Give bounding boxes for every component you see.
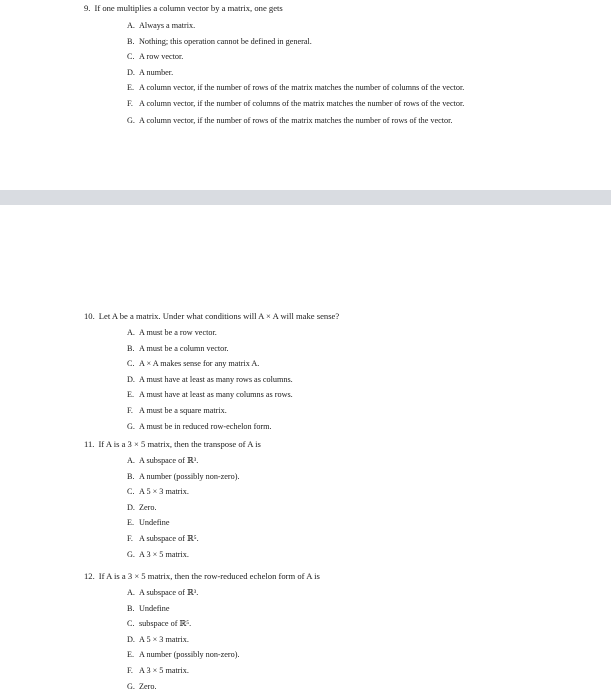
option-d[interactable] xyxy=(127,634,240,645)
option-b[interactable] xyxy=(127,603,240,614)
option-letter: A. xyxy=(127,328,135,337)
option-text: A must be a column vector. xyxy=(139,343,229,353)
option-text: subspace of ℝ⁵. xyxy=(139,619,192,629)
option-e[interactable] xyxy=(127,82,539,94)
option-text: A subspace of ℝ⁵. xyxy=(139,533,199,543)
option-letter: G. xyxy=(127,421,135,431)
option-c[interactable] xyxy=(127,51,539,62)
option-text: A number (possibly non-zero). xyxy=(139,650,240,660)
option-b[interactable] xyxy=(127,471,240,482)
option-text: A 5 × 3 matrix. xyxy=(139,634,189,644)
option-letter: D. xyxy=(127,374,135,384)
option-text: A row vector. xyxy=(139,52,184,62)
option-letter: F. xyxy=(127,405,133,415)
option-d[interactable] xyxy=(127,502,240,513)
option-a[interactable] xyxy=(127,455,240,466)
option-text: A must be a row vector. xyxy=(139,328,217,337)
option-g[interactable] xyxy=(127,115,539,126)
option-b[interactable] xyxy=(127,36,539,47)
option-f[interactable] xyxy=(127,98,539,110)
option-g[interactable] xyxy=(127,681,240,692)
option-list xyxy=(127,20,539,130)
question-text: If A is a 3 × 5 matrix, then the row-reduced echelon form of A is xyxy=(98,571,320,581)
option-e[interactable] xyxy=(127,649,240,660)
question-stem xyxy=(84,311,339,321)
question-text: Let A be a matrix. Under what conditions will A × A will make sense? xyxy=(98,311,340,321)
option-text: Always a matrix. xyxy=(139,21,196,30)
page-bottom xyxy=(0,205,611,700)
option-text: A number. xyxy=(139,67,174,77)
option-c[interactable] xyxy=(127,486,240,497)
option-c[interactable] xyxy=(127,618,240,629)
option-letter: E. xyxy=(127,650,135,660)
option-text: Undefine xyxy=(139,603,170,613)
option-letter: C. xyxy=(127,487,135,497)
option-d[interactable] xyxy=(127,67,539,78)
option-letter: B. xyxy=(127,36,135,46)
option-letter: B. xyxy=(127,343,135,353)
option-text: A must have at least as many columns as rows. xyxy=(139,390,293,400)
option-letter: D. xyxy=(127,634,135,644)
option-letter: C. xyxy=(127,52,135,62)
option-letter: C. xyxy=(127,359,135,369)
option-e[interactable] xyxy=(127,517,240,528)
question-stem xyxy=(84,571,320,581)
option-text: A must be in reduced row-echelon form. xyxy=(139,421,272,431)
option-a[interactable] xyxy=(127,587,240,598)
option-letter: A. xyxy=(127,21,135,30)
option-text: A must have at least as many rows as columns. xyxy=(139,374,293,384)
question-text: If one multiplies a column vector by a matrix, one gets xyxy=(94,3,283,13)
option-text: A number (possibly non-zero). xyxy=(139,471,240,481)
option-list xyxy=(127,455,240,564)
option-letter: E. xyxy=(127,390,135,400)
option-text: A column vector, if the number of rows of the matrix matches the number of columns of the vector. xyxy=(139,83,465,93)
question-text: If A is a 3 × 5 matrix, then the transpose of A is xyxy=(98,439,261,449)
option-text: A column vector, if the number of columns of the matrix matches the number of rows of the vector. xyxy=(139,99,465,109)
option-letter: G. xyxy=(127,681,135,691)
option-letter: E. xyxy=(127,518,135,528)
option-list xyxy=(127,327,293,436)
option-text: A must be a square matrix. xyxy=(139,405,227,415)
option-letter: G. xyxy=(127,115,135,125)
option-text: A 3 × 5 matrix. xyxy=(139,549,189,559)
question-number: 10. xyxy=(84,311,95,321)
question-number: 11. xyxy=(84,439,95,449)
option-b[interactable] xyxy=(127,343,293,354)
option-d[interactable] xyxy=(127,374,293,385)
page-divider xyxy=(0,190,611,205)
option-letter: D. xyxy=(127,67,135,77)
option-text: A column vector, if the number of rows of the matrix matches the number of rows of the vector. xyxy=(139,115,453,125)
option-letter: C. xyxy=(127,619,135,629)
option-text: A subspace of ℝ³. xyxy=(139,456,199,465)
option-text: A × A makes sense for any matrix A. xyxy=(139,359,260,369)
option-text: Undefine xyxy=(139,518,170,528)
option-text: Zero. xyxy=(139,681,157,691)
option-text: Nothing; this operation cannot be defined in general. xyxy=(139,36,312,46)
option-f[interactable] xyxy=(127,533,240,544)
option-text: Zero. xyxy=(139,502,157,512)
option-f[interactable] xyxy=(127,405,293,416)
question-stem xyxy=(84,439,261,449)
option-text: A subspace of ℝ³. xyxy=(139,588,199,597)
option-letter: D. xyxy=(127,502,135,512)
question-number: 12. xyxy=(84,571,95,581)
option-letter: A. xyxy=(127,588,135,597)
option-g[interactable] xyxy=(127,421,293,432)
option-a[interactable] xyxy=(127,20,539,31)
option-text: A 3 × 5 matrix. xyxy=(139,665,189,675)
option-letter: B. xyxy=(127,603,135,613)
option-e[interactable] xyxy=(127,389,293,400)
option-list xyxy=(127,587,240,696)
option-a[interactable] xyxy=(127,327,293,338)
question-stem xyxy=(84,3,283,13)
option-letter: F. xyxy=(127,665,133,675)
option-letter: F. xyxy=(127,533,133,543)
question-number: 9. xyxy=(84,3,91,13)
option-letter: E. xyxy=(127,83,135,93)
option-letter: A. xyxy=(127,456,135,465)
option-g[interactable] xyxy=(127,549,240,560)
option-letter: F. xyxy=(127,99,133,109)
option-c[interactable] xyxy=(127,358,293,369)
option-letter: B. xyxy=(127,471,135,481)
option-text: A 5 × 3 matrix. xyxy=(139,487,189,497)
option-letter: G. xyxy=(127,549,135,559)
option-f[interactable] xyxy=(127,665,240,676)
